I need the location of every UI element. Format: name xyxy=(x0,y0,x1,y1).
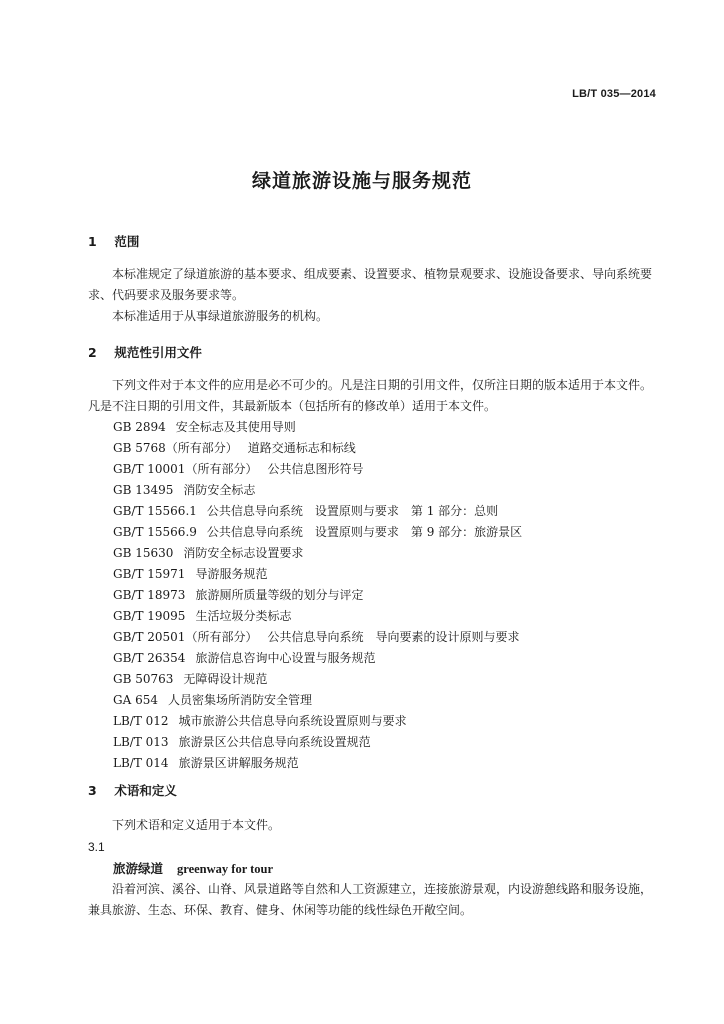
paragraph: 本标准适用于从事绿道旅游服务的机构。 xyxy=(112,309,329,323)
reference-item xyxy=(113,606,291,627)
reference-item xyxy=(113,669,267,690)
reference-title: 安全标志及其使用导则 xyxy=(175,420,296,434)
reference-item xyxy=(113,459,363,480)
reference-code: GB/T 20501（所有部分） xyxy=(113,630,258,644)
reference-item xyxy=(113,438,356,459)
reference-item xyxy=(113,585,363,606)
reference-item xyxy=(113,732,371,753)
reference-item xyxy=(113,522,522,543)
reference-item xyxy=(113,627,519,648)
reference-code: GB 50763 xyxy=(113,672,174,686)
document-code: LB/T 035—2014 xyxy=(572,88,656,100)
section-heading xyxy=(88,232,139,250)
reference-item xyxy=(113,543,303,564)
reference-title: 无障碍设计规范 xyxy=(183,672,268,686)
reference-code: GB 15630 xyxy=(113,546,174,560)
section-title: 范围 xyxy=(114,234,140,249)
reference-code: GB/T 19095 xyxy=(113,609,186,623)
section-number: 2 xyxy=(88,345,97,360)
reference-title: 公共信息导向系统 导向要素的设计原则与要求 xyxy=(267,630,520,644)
reference-item xyxy=(113,648,375,669)
reference-title: 公共信息图形符号 xyxy=(267,462,364,476)
reference-code: GB 13495 xyxy=(113,483,174,497)
reference-title: 人员密集场所消防安全管理 xyxy=(167,693,312,707)
section-title: 规范性引用文件 xyxy=(114,345,202,360)
reference-item xyxy=(113,480,255,501)
section-heading xyxy=(88,781,177,799)
term-name-zh: 旅游绿道 xyxy=(113,861,164,876)
paragraph: 下列术语和定义适用于本文件。 xyxy=(112,818,281,832)
reference-title: 旅游景区公共信息导向系统设置规范 xyxy=(178,735,371,749)
reference-title: 导游服务规范 xyxy=(195,567,268,581)
reference-code: GB/T 15971 xyxy=(113,567,186,581)
paragraph: 本标准规定了绿道旅游的基本要求、组成要素、设置要求、植物景观要求、设施设备要求、导向系统要求、代码要求及服务要求等。 xyxy=(88,267,653,302)
section-heading xyxy=(88,343,202,361)
reference-code: GB 2894 xyxy=(113,420,166,434)
reference-title: 公共信息导向系统 设置原则与要求 第 1 部分：总则 xyxy=(206,504,499,518)
term-heading xyxy=(113,858,273,880)
reference-code: GB/T 15566.1 xyxy=(113,504,197,518)
reference-item xyxy=(113,711,407,732)
reference-title: 生活垃圾分类标志 xyxy=(195,609,292,623)
reference-code: LB/T 013 xyxy=(113,735,169,749)
reference-item xyxy=(113,564,267,585)
reference-item xyxy=(113,690,312,711)
term-name-en: greenway for tour xyxy=(177,862,274,876)
reference-title: 道路交通标志和标线 xyxy=(247,441,356,455)
reference-code: LB/T 012 xyxy=(113,714,169,728)
reference-code: LB/T 014 xyxy=(113,756,169,770)
reference-code: GB/T 26354 xyxy=(113,651,186,665)
reference-code: GB/T 10001（所有部分） xyxy=(113,462,258,476)
reference-code: GA 654 xyxy=(113,693,158,707)
reference-item xyxy=(113,753,299,774)
reference-code: GB 5768（所有部分） xyxy=(113,441,238,455)
reference-title: 旅游厕所质量等级的划分与评定 xyxy=(195,588,364,602)
section-title: 术语和定义 xyxy=(114,783,177,798)
reference-title: 旅游景区讲解服务规范 xyxy=(178,756,299,770)
term-number: 3.1 xyxy=(88,840,105,854)
section-number: 1 xyxy=(88,234,97,249)
paragraph: 下列文件对于本文件的应用是必不可少的。凡是注日期的引用文件，仅所注日期的版本适用于本文件。凡是不注日期的引用文件，其最新版本（包括所有的修改单）适用于本文件。 xyxy=(88,378,653,413)
reference-title: 城市旅游公共信息导向系统设置原则与要求 xyxy=(178,714,407,728)
term-definition: 沿着河滨、溪谷、山脊、风景道路等自然和人工资源建立，连接旅游景观，内设游憩线路和服务设施，兼具旅游、生态、环保、教育、健身、休闲等功能的线性绿色开敞空间。 xyxy=(88,882,653,917)
reference-item xyxy=(113,417,296,438)
reference-title: 消防安全标志 xyxy=(183,483,256,497)
reference-code: GB/T 15566.9 xyxy=(113,525,197,539)
reference-title: 消防安全标志设置要求 xyxy=(183,546,304,560)
reference-title: 旅游信息咨询中心设置与服务规范 xyxy=(195,651,376,665)
reference-title: 公共信息导向系统 设置原则与要求 第 9 部分：旅游景区 xyxy=(206,525,523,539)
reference-item xyxy=(113,501,498,522)
section-number: 3 xyxy=(88,783,97,798)
document-title: 绿道旅游设施与服务规范 xyxy=(251,170,472,192)
reference-code: GB/T 18973 xyxy=(113,588,186,602)
